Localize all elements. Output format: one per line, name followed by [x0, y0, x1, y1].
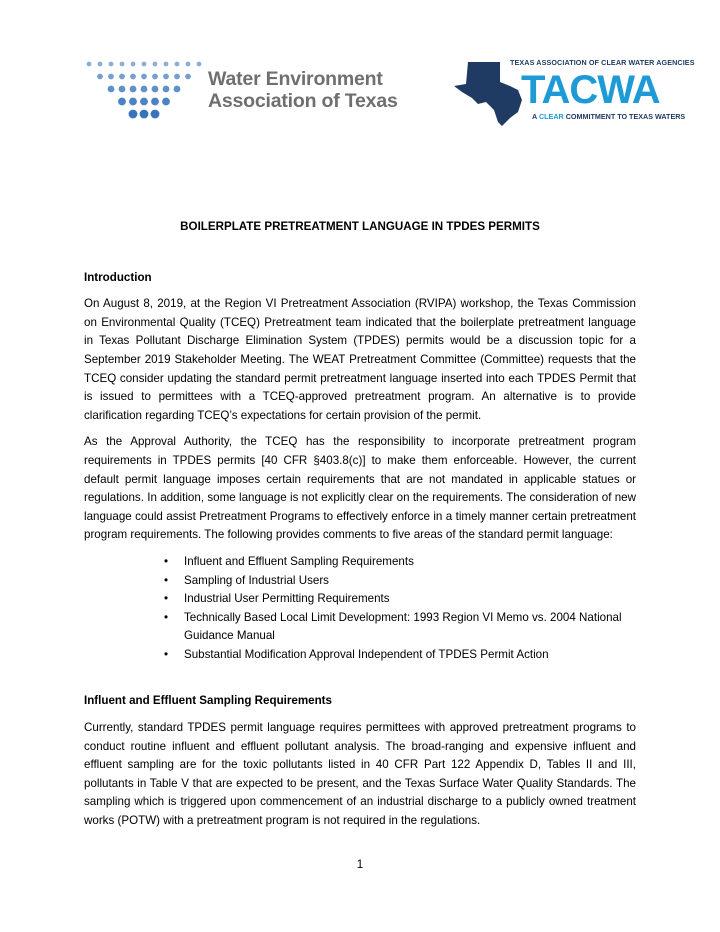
- logo-dot: [151, 98, 159, 106]
- logo-dot: [109, 62, 114, 67]
- logo-dot: [120, 62, 125, 67]
- paragraph: As the Approval Authority, the TCEQ has the responsibility to incorporate pretreatment program requirements in TPDES permits [40 CFR §403.8(c)] to make them enforceable. However, the current default permit language imposes certain requirements that are not mandated in applicable statues or regulations. In addition, some language is not explicitly clear on the requirements. The consideration of new language could assist Pretreatment Programs to effectively enforce in a timely manner certain pretreatment program requirements. The following provides comments to five areas of the standard permit language:: [84, 435, 636, 542]
- document-body: [84, 218, 636, 839]
- logo-dot: [164, 62, 169, 67]
- section-introduction: [84, 269, 636, 665]
- logo-dot: [163, 86, 170, 93]
- logo-dot: [162, 98, 170, 106]
- tacwa-tagline: [532, 112, 685, 121]
- logo-dot: [152, 74, 158, 80]
- logo-dot: [129, 98, 137, 106]
- logo-dot: [108, 86, 115, 93]
- weat-logo-text: [208, 68, 398, 112]
- logo-dot: [140, 110, 149, 119]
- section-influent-effluent: [84, 692, 636, 830]
- logo-dot: [174, 86, 181, 93]
- logo-dot: [151, 110, 160, 119]
- logo-dot: [87, 62, 92, 67]
- list-item: • Substantial Modification Approval Independent of TPDES Permit Action: [170, 646, 636, 665]
- logo-dot: [141, 74, 147, 80]
- bullet-list: [84, 553, 636, 665]
- logo-dot: [140, 98, 148, 106]
- list-item: • Technically Based Local Limit Development: 1993 Region VI Memo vs. 2004 National Guidance Manual: [170, 609, 636, 646]
- logo-dot: [129, 110, 138, 119]
- list-item: • Sampling of Industrial Users: [170, 572, 636, 591]
- logo-dot: [186, 62, 191, 67]
- logo-dot: [98, 62, 103, 67]
- logo-dot: [141, 86, 148, 93]
- section-heading: Introduction: [84, 270, 152, 284]
- logo-dot: [153, 62, 158, 67]
- logo-dot: [131, 62, 136, 67]
- logo-dot: [119, 86, 126, 93]
- logo-dot: [130, 86, 137, 93]
- logo-dot: [174, 74, 180, 80]
- paragraph: On August 8, 2019, at the Region VI Pretreatment Association (RVIPA) workshop, the Texas Commission on Environmental Quality (TCEQ) Pretreatment team indicated that the boilerplate pretreatment language in Texas Pollutant Discharge Elimination System (TPDES) permits would be a discussion topic for a September 2019 Stakeholder Meeting. The WEAT Pretreatment Committee (Committee) requests that the TCEQ consider updating the standard permit pretreatment language inserted into each TPDES Permit that is issued to permittees with a TCEQ-approved pretreatment program. An alternative is to provide clarification regarding TCEQ’s expectations for certain provision of the permit.: [84, 297, 636, 422]
- tacwa-tagline-prefix: A: [532, 112, 537, 121]
- logo-dot: [119, 74, 125, 80]
- weat-logo-line2: Association of Texas: [208, 90, 398, 112]
- page-number: 1: [356, 858, 364, 871]
- logo-dot: [197, 62, 202, 67]
- paragraph: Currently, standard TPDES permit language requires permittees with approved pretreatment programs to conduct routine influent and effluent pollutant analysis. The broad-ranging and expensive influent and effluent sampling are for the toxic pollutants listed in 40 CFR Part 122 Appendix D, Tables II and III, pollutants in Table V that are expected to be present, and the Texas Surface Water Quality Standards. The sampling which is triggered upon commencement of an industrial discharge to a publicly owned treatment works (POTW) with a pretreatment program is not required in the regulations.: [84, 721, 636, 828]
- section-heading: Influent and Effluent Sampling Requirements: [84, 694, 332, 708]
- list-item: • Influent and Effluent Sampling Requirements: [170, 553, 636, 572]
- tacwa-tagline-clear: CLEAR: [538, 112, 564, 121]
- logo-dot: [185, 74, 191, 80]
- logo-dot: [108, 74, 114, 80]
- tacwa-tagline-rest: COMMITMENT TO TEXAS WATERS: [565, 112, 686, 121]
- tacwa-org-name: TEXAS ASSOCIATION OF CLEAR WATER AGENCIES: [510, 58, 695, 67]
- logo-dot: [118, 98, 126, 106]
- weat-logo-line1: Water Environment: [208, 68, 383, 90]
- document-title: BOILERPLATE PRETREATMENT LANGUAGE IN TPDES PERMITS: [180, 220, 540, 233]
- logo-dot: [130, 74, 136, 80]
- logo-dot: [163, 74, 169, 80]
- logo-dot: [152, 86, 159, 93]
- logo-dot: [175, 62, 180, 67]
- list-item: • Industrial User Permitting Requirements: [170, 590, 636, 609]
- logo-dot: [142, 62, 147, 67]
- tacwa-wordmark: TACWA: [521, 68, 660, 112]
- logo-dot: [97, 74, 103, 80]
